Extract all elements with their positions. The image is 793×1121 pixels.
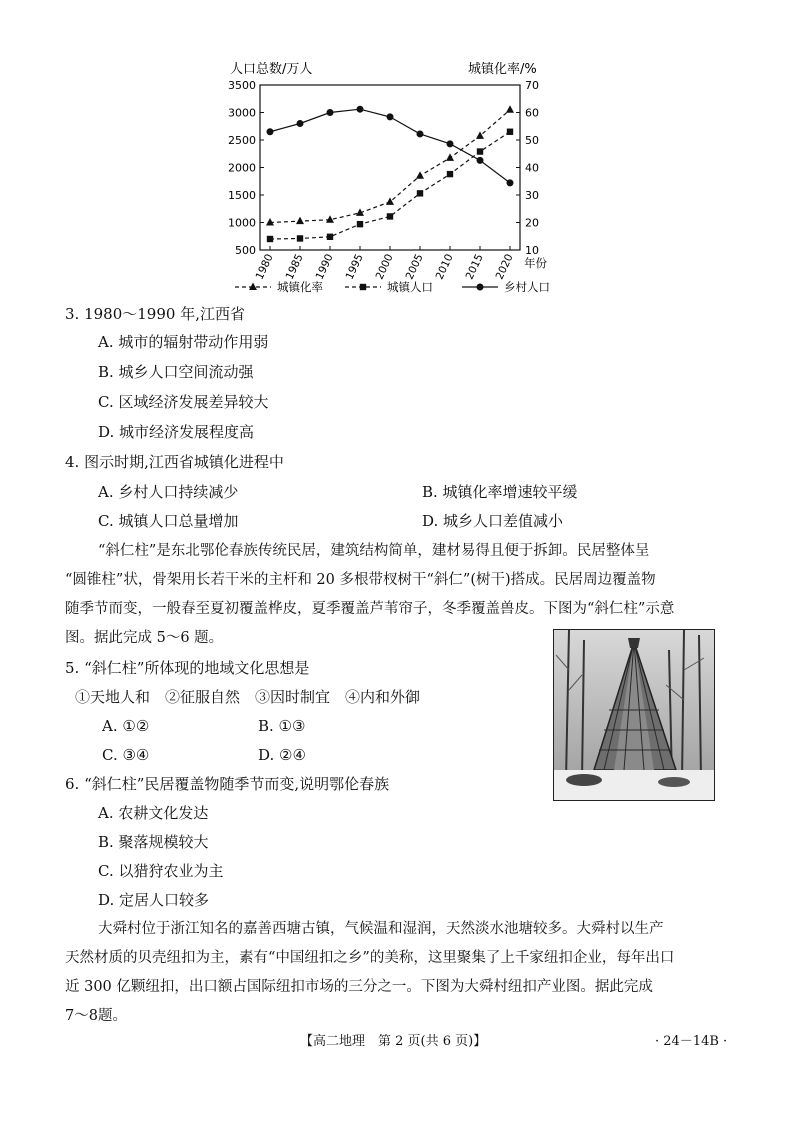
data-point xyxy=(507,179,514,186)
passage2-line3: 近 300 亿颗纽扣，出口额占国际纽扣市场的三分之一。下图为大舜村纽扣产业图。据此完成 xyxy=(65,979,653,995)
legend-label: 城镇化率 xyxy=(277,280,323,294)
left-tick-label: 3500 xyxy=(228,79,256,92)
q5-option-c: C. ③④ xyxy=(102,746,150,764)
q6-option-b: B. 聚落规模较大 xyxy=(98,833,209,851)
data-point xyxy=(476,131,484,139)
left-tick-label: 3000 xyxy=(228,106,256,120)
q5-option-a: A. ①② xyxy=(102,717,150,735)
left-tick-label: 500 xyxy=(235,244,256,257)
left-tick-label: 1500 xyxy=(228,189,256,202)
x-tick-label: 1995 xyxy=(343,252,366,282)
legend-marker xyxy=(360,284,366,290)
left-tick-label: 2500 xyxy=(228,134,256,147)
q5-stem: 5. “斜仁柱”所体现的地域文化思想是 xyxy=(65,659,310,677)
q3-stem: 3. 1980～1990 年,江西省 xyxy=(65,305,245,323)
right-tick-label: 40 xyxy=(525,161,539,175)
passage1-line4: 图。据此完成 5～6 题。 xyxy=(65,630,224,646)
plot-frame xyxy=(260,85,520,250)
data-point xyxy=(416,171,424,179)
data-point xyxy=(447,171,453,177)
right-tick-label: 30 xyxy=(525,189,539,202)
left-tick-label: 2000 xyxy=(228,161,256,175)
passage1-line2: “圆锥柱”状，骨架用长若干米的主杆和 20 多根带杈树干“斜仁”(树干)搭成。民居周边覆盖物 xyxy=(65,572,656,588)
data-point xyxy=(417,130,424,137)
passage1-line1: “斜仁柱”是东北鄂伦春族传统民居，建筑结构简单，建材易得且便于拆卸。民居整体呈 xyxy=(98,543,650,559)
x-tick-label: 1980 xyxy=(253,252,276,282)
q5-choices: ①天地人和 ②征服自然 ③因时制宜 ④内和外御 xyxy=(75,688,421,706)
right-tick-label: 70 xyxy=(525,79,539,92)
plot-area xyxy=(228,79,547,281)
q5-option-d: D. ②④ xyxy=(258,746,306,764)
passage1-line3: 随季节而变，一般春至夏初覆盖桦皮，夏季覆盖芦苇帘子，冬季覆盖兽皮。下图为“斜仁柱”示意 xyxy=(65,601,675,617)
legend-label: 乡村人口 xyxy=(504,280,550,294)
data-point xyxy=(297,120,304,127)
data-point xyxy=(266,218,274,226)
passage2-line4: 7～8题。 xyxy=(65,1008,127,1024)
q3-option-d: D. 城市经济发展程度高 xyxy=(98,423,255,441)
q3-option-b: B. 城乡人口空间流动强 xyxy=(98,363,254,381)
chart-legend xyxy=(235,280,550,294)
data-point xyxy=(506,105,514,113)
x-tick-label: 2010 xyxy=(433,252,456,282)
q4-option-d: D. 城乡人口差值减小 xyxy=(422,512,564,530)
x-tick-label: 2000 xyxy=(373,252,396,282)
right-tick-label: 10 xyxy=(525,244,539,257)
data-point xyxy=(267,128,274,135)
left-tick-label: 1000 xyxy=(228,216,256,230)
paper-code: · 24－14B · xyxy=(655,1034,728,1049)
data-point xyxy=(327,234,333,240)
left-axis-label: 人口总数/万人 xyxy=(230,62,313,77)
xierenzhu-photo xyxy=(553,629,715,801)
series-line-0 xyxy=(270,110,510,223)
data-point xyxy=(387,213,393,219)
q5-option-b: B. ①③ xyxy=(258,717,306,735)
data-point xyxy=(327,109,334,116)
data-point xyxy=(447,140,454,147)
x-tick-label: 2020 xyxy=(493,252,516,282)
q6-option-a: A. 农耕文化发达 xyxy=(98,804,209,822)
right-tick-label: 50 xyxy=(525,134,539,147)
x-tick-label: 2005 xyxy=(403,252,426,282)
series-line-1 xyxy=(270,132,510,239)
passage2-line1: 大舜村位于浙江知名的嘉善西塘古镇，气候温和湿润，天然淡水池塘较多。大舜村以生产 xyxy=(98,921,664,937)
legend-marker xyxy=(249,283,257,291)
data-point xyxy=(326,215,334,223)
right-axis-label: 城镇化率/% xyxy=(468,62,537,77)
data-point xyxy=(507,129,513,135)
data-point xyxy=(386,197,394,205)
q4-option-c: C. 城镇人口总量增加 xyxy=(98,512,239,530)
data-point xyxy=(477,148,483,154)
data-point xyxy=(267,236,273,242)
data-point xyxy=(477,157,484,164)
q4-option-a: A. 乡村人口持续减少 xyxy=(98,483,239,501)
q4-stem: 4. 图示时期,江西省城镇化进程中 xyxy=(65,453,284,471)
q3-option-a: A. 城市的辐射带动作用弱 xyxy=(98,333,269,351)
data-point xyxy=(446,153,454,161)
q6-option-c: C. 以猎狩农业为主 xyxy=(98,862,224,880)
x-tick-label: 1990 xyxy=(313,252,336,282)
data-point xyxy=(357,221,363,227)
legend-label: 城镇人口 xyxy=(387,280,433,294)
x-axis-label: 年份 xyxy=(524,256,547,270)
legend-marker xyxy=(477,284,484,291)
q6-stem: 6. “斜仁柱”民居覆盖物随季节而变,说明鄂伦春族 xyxy=(65,775,390,793)
data-point xyxy=(296,217,304,225)
passage2-line2: 天然材质的贝壳纽扣为主，素有“中国纽扣之乡”的美称，这里聚集了上千家纽扣企业，每年出口 xyxy=(65,950,675,966)
data-point xyxy=(387,113,394,120)
right-tick-label: 20 xyxy=(525,216,539,230)
right-tick-label: 60 xyxy=(525,106,539,120)
x-tick-label: 1985 xyxy=(283,252,306,282)
population-urbanization-chart xyxy=(200,55,570,303)
q3-option-c: C. 区域经济发展差异较大 xyxy=(98,393,269,411)
data-point xyxy=(357,106,364,113)
q6-option-d: D. 定居人口较多 xyxy=(98,891,210,909)
q4-option-b: B. 城镇化率增速较平缓 xyxy=(422,483,578,501)
x-tick-label: 2015 xyxy=(463,252,486,282)
data-point xyxy=(297,235,303,241)
data-point xyxy=(417,190,423,196)
page-footer: 【高二地理 第 2 页(共 6 页)】 xyxy=(300,1034,487,1049)
